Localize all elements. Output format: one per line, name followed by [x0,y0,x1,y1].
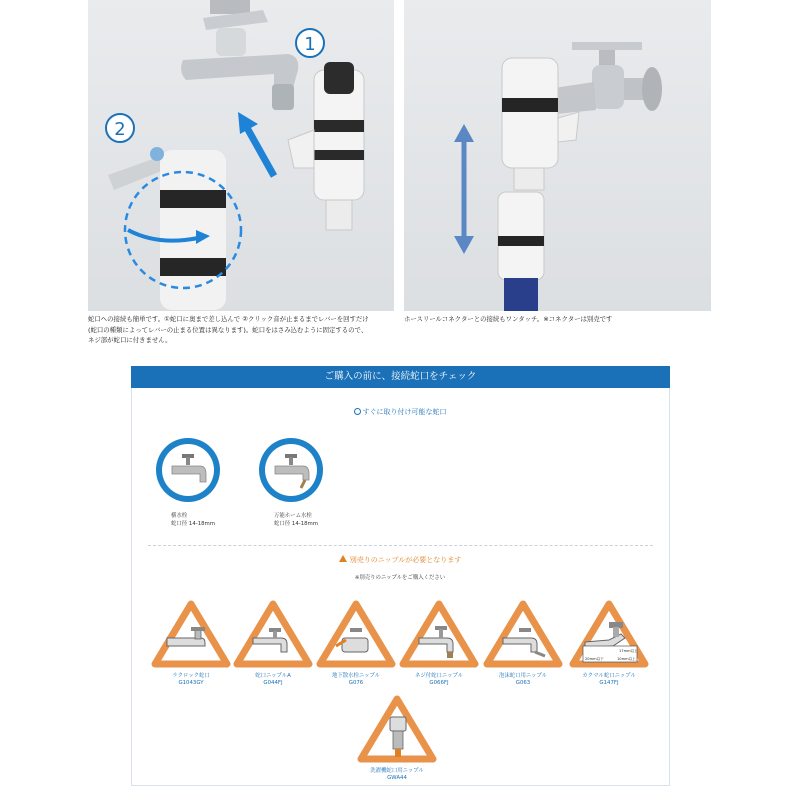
step-2-icon [106,114,134,142]
faucet-circle-icon [156,438,220,502]
nipple-required-item [568,600,650,687]
hose-connector-illustration [502,58,579,190]
hose-connector-illustration [288,62,364,230]
nipple-required-item [232,600,314,687]
fit-label-left: 20mm以下 [585,657,604,661]
caution-triangle-icon [233,600,313,668]
nipple-faucet-name: 蛇口ニップルA [255,673,291,679]
faucet-circle-icon [259,438,323,502]
caution-triangle-icon [316,600,396,668]
compatible-faucets-label: すぐに取り付け可能な蛇口 [362,408,447,416]
nipple-product-code: G076 [348,680,364,686]
up-down-arrow-icon [454,124,474,254]
caption-line: 蛇口への接続も簡単です。①蛇口に奥まで差し込んで ②クリック音が止まるまでレバーを回すだけ [88,315,369,323]
caution-triangle-icon [151,600,231,668]
circle-ok-icon [354,408,361,415]
faucet-type-label: 万能ホーム水栓 [274,513,312,519]
faucet-illustration [554,42,662,114]
faucet-type-label: 横水栓 [171,513,188,519]
nipple-required-item [398,600,480,687]
nipple-required-item [315,600,397,687]
nipple-product-code: G044FJ [263,680,283,686]
nipple-product-code: G063 [515,680,531,686]
fit-label-right: 10mm以上 [617,657,636,661]
nipple-faucet-name: カクマル蛇口ニップル [582,673,636,679]
faucet-check-header: ご購入の前に、接続蛇口をチェック [131,366,670,388]
caution-triangle-icon [357,695,437,763]
faucet-illustration [181,0,298,110]
svg-text:1: 1 [304,34,316,55]
caution-triangle-icon [483,600,563,668]
nipple-required-title [280,555,520,565]
caption-line: (蛇口の種類によってレバーの止まる位置は異なります)。蛇口をはさみ込むように固定するので、 [88,325,368,334]
nipple-product-code: G066FJ [429,680,449,686]
nipple-required-item [482,600,564,687]
nipple-product-code: GWA44 [387,775,407,781]
nipple-faucet-name: ネジ付蛇口ニップル [414,673,464,679]
svg-text:2: 2 [114,119,126,140]
compatible-faucets-title [300,407,500,417]
compatible-faucet-item [256,438,326,528]
nipple-required-label: 別売りのニップルが必要となります [349,556,462,564]
faucet-diameter-label: 蛇口径 14-18mm [274,521,319,527]
nipple-faucet-name: ラクロック蛇口 [172,673,210,679]
nipple-purchase-note: ※別売りのニップルをご購入ください [354,575,446,581]
warning-icon [339,555,347,562]
caution-triangle-icon [569,600,649,668]
nipple-faucet-name: 泡沫蛇口用ニップル [498,673,548,679]
caution-triangle-icon [399,600,479,668]
nipple-product-code: G147FJ [599,680,619,686]
nipple-required-item [150,600,232,687]
faucet-connection-photo [88,0,394,311]
nipple-faucet-name: 地下散水栓ニップル [331,673,381,679]
reel-connector-illustration [498,192,544,311]
caption-line: ネジ部が蛇口に付きません。 [88,336,172,344]
compatible-faucet-item [153,438,223,528]
faucet-connection-caption [88,314,388,346]
section-divider [148,545,653,546]
nipple-required-item [356,695,438,782]
hose-reel-caption: ホースリールコネクターとの接続もワンタッチ。※コネクターは別売です [404,315,613,323]
faucet-diameter-label: 蛇口径 14-18mm [171,521,216,527]
nipple-faucet-name: 洗濯機蛇口用ニップル [370,768,424,774]
fit-label-top: 17mm以上 [619,649,638,653]
step-1-icon [296,29,324,57]
nipple-product-code: G1043GY [178,680,204,686]
hose-reel-connector-photo [404,0,711,311]
insert-arrow-icon [238,112,274,176]
